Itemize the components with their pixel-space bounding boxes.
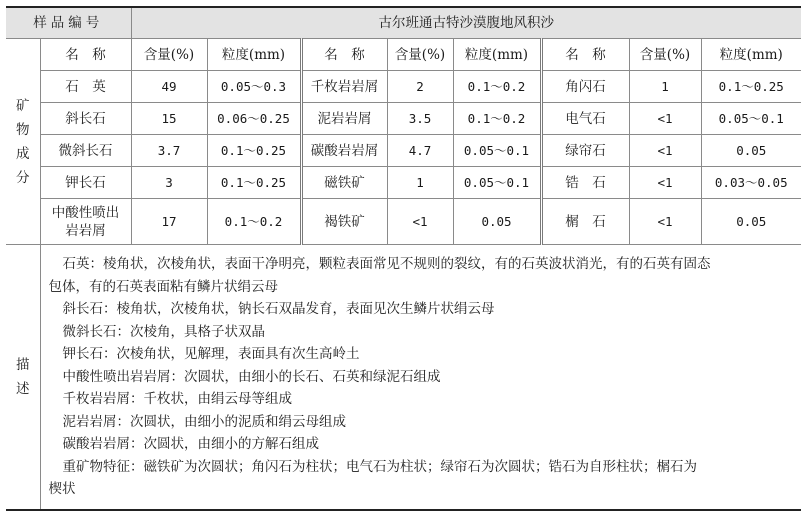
mineral-name: 微斜长石 [40,135,131,167]
mineral-name: 电气石 [541,103,629,135]
mineral-name: 泥岩岩屑 [301,103,387,135]
header-row [6,7,801,39]
table-row [6,71,801,103]
mineral-content: 2 [387,71,453,103]
mineral-name: 褐铁矿 [301,199,387,245]
mineral-composition-table [6,6,801,511]
column-header-content: 含量(%) [131,39,207,71]
description-line: 楔状 [48,481,76,497]
mineral-name: 角闪石 [541,71,629,103]
mineral-content: 1 [387,167,453,199]
column-header-content: 含量(%) [629,39,701,71]
description-line: 石英：棱角状，次棱角状，表面干净明亮，颗粒表面常见不规则的裂纹，有的石英波状消光，有的石英有固态 [62,256,711,272]
description-line: 泥岩岩屑：次圆状，由细小的泥质和绢云母组成 [62,413,346,430]
mineral-content: 3.7 [131,135,207,167]
mineral-size: 0.03～0.05 [701,167,801,199]
mineral-name: 中酸性喷出岩岩屑 [40,199,131,245]
sample-name: 古尔班通古特沙漠腹地风积沙 [131,7,801,39]
description-line: 千枚岩岩屑：千枚状，由绢云母等组成 [62,391,292,407]
mineral-size: 0.05 [701,199,801,245]
description-line: 中酸性喷出岩岩屑：次圆状，由细小的长石、石英和绿泥石组成 [62,368,441,385]
column-header-size: 粒度(mm) [207,39,301,71]
mineral-content: 4.7 [387,135,453,167]
mineral-size: 0.1～0.2 [453,71,541,103]
table-row [6,199,801,245]
mineral-content: <1 [629,167,701,199]
mineral-size: 0.1～0.2 [207,199,301,245]
mineral-size: 0.05～0.1 [453,135,541,167]
sample-id-label: 样品编号 [6,7,131,39]
mineral-size: 0.1～0.2 [453,103,541,135]
minerals-section-label: 矿 物 成 分 [6,39,40,245]
mineral-name: 碳酸岩岩屑 [301,135,387,167]
column-header-row [6,39,801,71]
mineral-content: 3 [131,167,207,199]
mineral-name: 千枚岩岩屑 [301,71,387,103]
mineral-size: 0.05～0.1 [701,103,801,135]
mineral-name: 钾长石 [40,167,131,199]
mineral-size: 0.05～0.3 [207,71,301,103]
mineral-size: 0.1～0.25 [701,71,801,103]
column-header-size: 粒度(mm) [453,39,541,71]
mineral-content: <1 [629,135,701,167]
mineral-content: 17 [131,199,207,245]
mineral-content: 15 [131,103,207,135]
description-line: 微斜长石：次棱角，具格子状双晶 [62,323,265,340]
description-line: 包体，有的石英表面粘有鳞片状绢云母 [48,278,278,295]
mineral-size: 0.05～0.1 [453,167,541,199]
table-row [6,135,801,167]
table-row [6,167,801,199]
column-header-size: 粒度(mm) [701,39,801,71]
description-row [6,245,801,510]
mineral-name: 绿帘石 [541,135,629,167]
mineral-content: <1 [387,199,453,245]
mineral-content: 3.5 [387,103,453,135]
mineral-content: 49 [131,71,207,103]
mineral-content: 1 [629,71,701,103]
mineral-content: <1 [629,103,701,135]
mineral-size: 0.05 [701,135,801,167]
column-header-content: 含量(%) [387,39,453,71]
mineral-size: 0.05 [453,199,541,245]
mineral-size: 0.1～0.25 [207,135,301,167]
description-text [40,245,801,510]
mineral-name: 榍 石 [541,199,629,245]
mineral-name: 锆 石 [541,167,629,199]
mineral-name: 斜长石 [40,103,131,135]
description-line: 斜长石：棱角状，次棱角状，钠长石双晶发育，表面见次生鳞片状绢云母 [62,301,495,317]
table-row [6,103,801,135]
column-header-name: 名 称 [301,39,387,71]
mineral-size: 0.06～0.25 [207,103,301,135]
column-header-name: 名 称 [40,39,131,71]
mineral-content: <1 [629,199,701,245]
mineral-name: 石 英 [40,71,131,103]
description-section-label: 描 述 [6,245,40,510]
column-header-name: 名 称 [541,39,629,71]
description-line: 重矿物特征：磁铁矿为次圆状；角闪石为柱状；电气石为柱状；绿帘石为次圆状；锆石为自形柱状；榍石为 [62,458,697,475]
description-line: 碳酸岩岩屑：次圆状，由细小的方解石组成 [62,436,319,452]
mineral-name: 磁铁矿 [301,167,387,199]
description-line: 钾长石：次棱角状，见解理，表面具有次生高岭土 [62,346,360,362]
mineral-size: 0.1～0.25 [207,167,301,199]
